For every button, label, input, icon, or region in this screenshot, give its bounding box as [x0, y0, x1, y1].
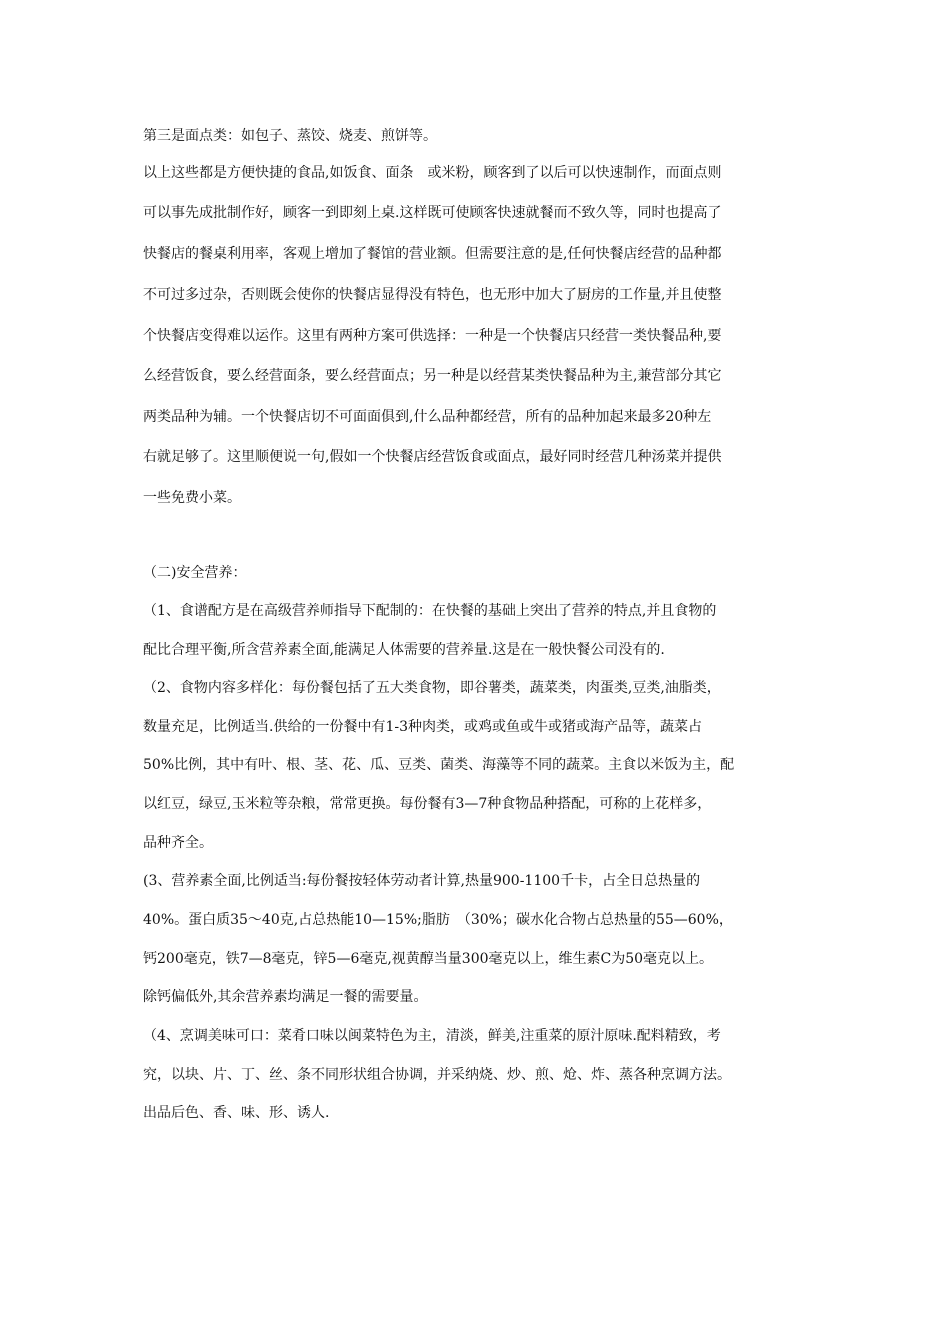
text-line: 40%。蛋白质35～40克,占总热能10—15%;脂肪 （30%；碳水化合物占总热量的55—60%，: [143, 912, 733, 928]
text-line: （1、食谱配方是在高级营养师指导下配制的：在快餐的基础上突出了营养的特点,并且食物的: [143, 603, 717, 619]
text-line: 钙200毫克，铁7—8毫克，锌5—6毫克,视黄醇当量300毫克以上，维生素C为50毫克以上。: [143, 951, 714, 967]
text-line: （2、食物内容多样化：每份餐包括了五大类食物，即谷薯类，蔬菜类，肉蛋类,豆类,油脂类，: [143, 680, 721, 696]
text-line: 一些免费小菜。: [143, 490, 241, 506]
text-line: 配比合理平衡,所含营养素全面,能满足人体需要的营养量.这是在一般快餐公司没有的.: [143, 642, 665, 658]
text-line: 数量充足，比例适当.供给的一份餐中有1-3种肉类，或鸡或鱼或牛或猪或海产品等，蔬菜占: [143, 719, 702, 735]
text-line: 50%比例，其中有叶、根、茎、花、瓜、豆类、菌类、海藻等不同的蔬菜。主食以米饭为主，配: [143, 757, 735, 773]
text-line: 快餐店的餐桌利用率，客观上增加了餐馆的营业额。但需要注意的是,任何快餐店经营的品种都: [143, 246, 722, 262]
text-line: 个快餐店变得难以运作。这里有两种方案可供选择：一种是一个快餐店只经营一类快餐品种,要: [143, 328, 722, 344]
text-line: （4、烹调美味可口：菜肴口味以闽菜特色为主，清淡，鲜美,注重菜的原汁原味.配料精致，考: [143, 1028, 721, 1044]
text-line: 出品后色、香、味、形、诱人.: [143, 1105, 330, 1121]
text-line: 么经营饭食，要么经营面条，要么经营面点；另一种是以经营某类快餐品种为主,兼营部分其它: [143, 368, 722, 384]
text-line: 品种齐全。: [143, 835, 213, 851]
section-heading: （二)安全营养：: [143, 565, 247, 581]
text-line: 究，以块、片、丁、丝、条不同形状组合协调，并采纳烧、炒、煎、炝、炸、蒸各种烹调方法。: [143, 1067, 731, 1083]
text-line: 除钙偏低外,其余营养素均满足一餐的需要量。: [143, 989, 428, 1005]
text-line: 可以事先成批制作好，顾客一到即刻上桌.这样既可使顾客快速就餐而不致久等，同时也提高了: [143, 205, 722, 221]
text-line: 不可过多过杂，否则既会使你的快餐店显得没有特色，也无形中加大了厨房的工作量,并且使整: [143, 287, 722, 303]
text-line: 以红豆，绿豆,玉米粒等杂粮，常常更换。每份餐有3—7种食物品种搭配，可称的上花样多，: [143, 796, 712, 812]
text-line: 以上这些都是方便快捷的食品,如饭食、面条 或米粉，顾客到了以后可以快速制作，而面点则: [143, 165, 722, 181]
text-line: 第三是面点类：如包子、蒸饺、烧麦、煎饼等。: [143, 128, 437, 144]
text-line: 两类品种为辅。一个快餐店切不可面面俱到,什么品种都经营，所有的品种加起来最多20种左: [143, 409, 712, 425]
text-line: (3、营养素全面,比例适当:每份餐按轻体劳动者计算,热量900-1100千卡，占全日总热量的: [143, 873, 701, 889]
text-line: 右就足够了。这里顺便说一句,假如一个快餐店经营饭食或面点，最好同时经营几种汤菜并提供: [143, 449, 722, 465]
